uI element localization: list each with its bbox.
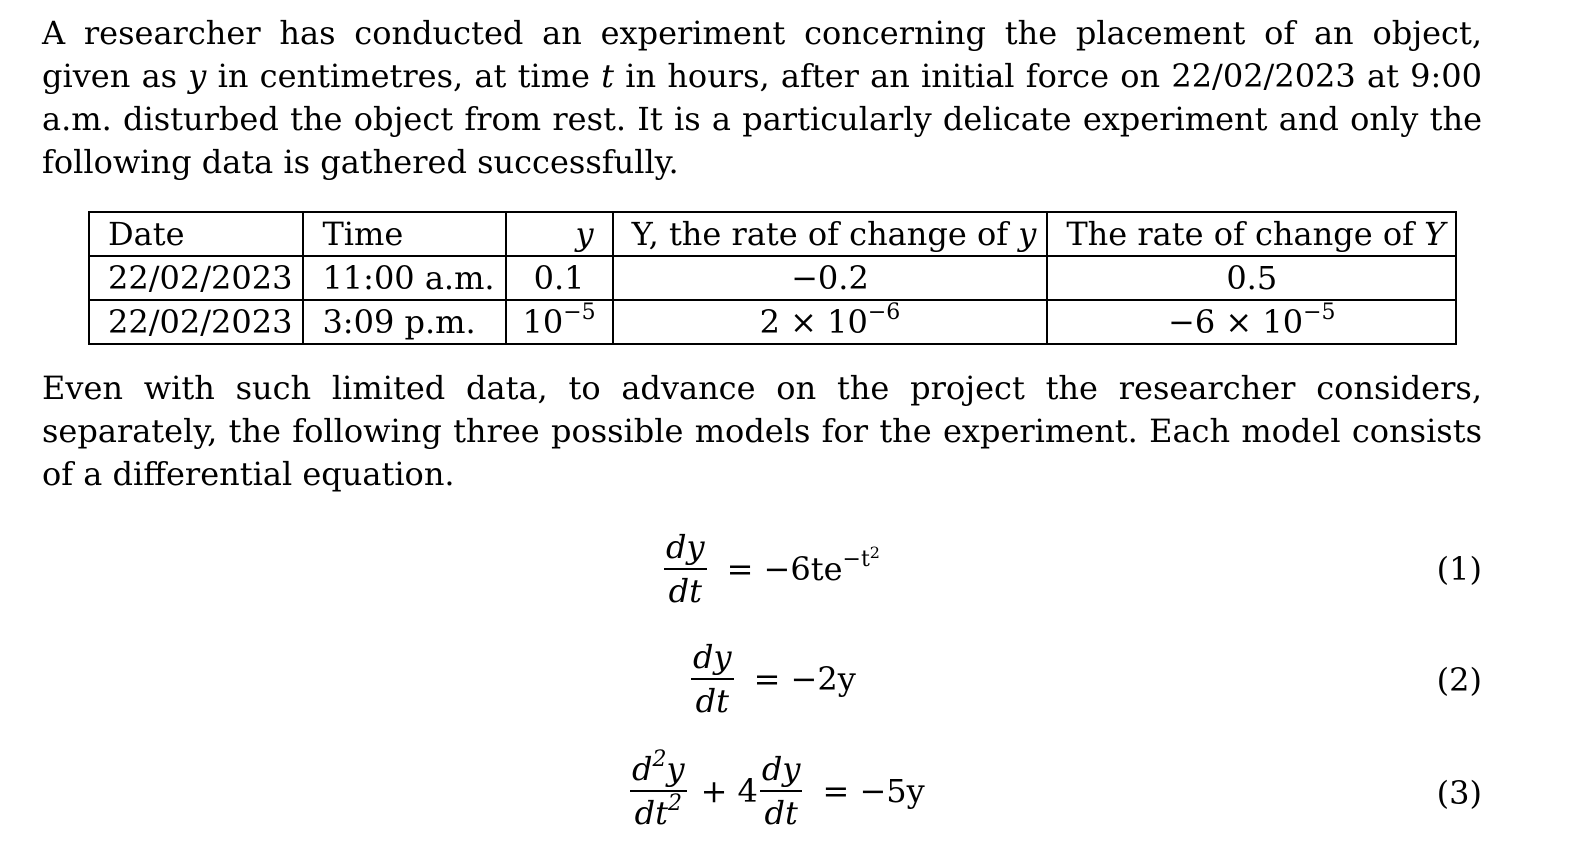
eq1-rhs-text: = −6te [726, 550, 843, 588]
row2-rate-y-exponent: −6 [867, 300, 901, 325]
eq3-middle: + 4 [700, 772, 758, 810]
equation-1 [658, 530, 880, 608]
eq1-numerator: dy [664, 530, 707, 570]
eq1-exp-power: 2 [869, 543, 880, 562]
header-time: Time [303, 212, 505, 256]
intro-text-a: A researcher has conducted an experiment concerning the placement of an object, given as [42, 14, 1482, 95]
equation-3 [624, 747, 925, 832]
row2-rate-Y-exponent: −5 [1303, 300, 1336, 325]
outro-paragraph: Even with such limited data, to advance on the project the researcher considers, separately, the following three possible models for the experiment. Each model consists of a differential equation. [42, 369, 1482, 493]
row1-rate-Y: 0.5 [1047, 256, 1456, 300]
equation-number-2: (2) [1436, 661, 1482, 699]
intro-text-b: in centimetres, at time [206, 57, 602, 95]
row1-time: 11:00 a.m. [303, 256, 505, 300]
eq1-rhs [726, 543, 880, 588]
table-row [89, 256, 1456, 300]
row2-rate-y [613, 300, 1048, 344]
eq3-num-d: d [632, 750, 653, 788]
header-y-var: y [575, 215, 594, 253]
header-rate-Y-text: The rate of change of [1066, 215, 1425, 253]
table-header-row [89, 212, 1456, 256]
row2-rate-Y-base: −6 × 10 [1168, 303, 1304, 341]
row2-y-exponent: −5 [563, 300, 596, 325]
header-rate-y-text: Y, the rate of change of [631, 215, 1019, 253]
eq3-den-exp: 2 [667, 791, 682, 816]
header-rate-Y [1047, 212, 1456, 256]
table-row [89, 300, 1456, 344]
intro-var-y: y [188, 57, 207, 95]
eq2-numerator: dy [691, 640, 734, 680]
eq2-lhs-fraction [691, 640, 734, 718]
eq1-exp-base: −t [842, 547, 870, 572]
eq1-denominator: dt [668, 572, 702, 610]
row2-time: 3:09 p.m. [303, 300, 505, 344]
intro-paragraph [42, 12, 1482, 184]
eq3-den-dt: dt [634, 794, 668, 832]
eq3-denominator [633, 792, 684, 830]
header-rate-y [613, 212, 1048, 256]
eq1-rhs-exponent [842, 543, 880, 572]
eq3-numerator [630, 747, 687, 792]
row2-y-base: 10 [522, 303, 564, 341]
data-table [88, 211, 1457, 345]
eq2-rhs: = −2y [753, 660, 856, 698]
row1-date: 22/02/2023 [89, 256, 303, 300]
row1-rate-y: −0.2 [613, 256, 1048, 300]
equation-number-1: (1) [1436, 550, 1482, 588]
header-rate-Y-var: Y [1424, 215, 1446, 253]
eq3-mid-numerator: dy [760, 752, 803, 792]
eq3-num-y: y [666, 750, 685, 788]
row2-y [506, 300, 613, 344]
eq3-second-derivative-fraction [630, 747, 687, 832]
row1-y: 0.1 [506, 256, 613, 300]
eq3-rhs: = −5y [822, 772, 925, 810]
header-y [506, 212, 613, 256]
intro-text-c: in hours, after an initial force on 22/02/2023 at 9:00 a.m. disturbed the object from rest. It is a particularly delicate experiment and only the following data is gathered successfully. [42, 57, 1483, 181]
eq2-denominator: dt [695, 682, 729, 720]
header-rate-y-var: y [1018, 215, 1037, 253]
header-date: Date [89, 212, 303, 256]
row2-rate-y-base: 2 × 10 [759, 303, 868, 341]
eq3-mid-denominator: dt [764, 794, 798, 832]
eq3-first-derivative-fraction [760, 752, 803, 830]
row2-rate-Y [1047, 300, 1456, 344]
eq3-num-exp: 2 [652, 747, 667, 772]
eq1-lhs-fraction [664, 530, 707, 608]
intro-var-t: t [601, 57, 615, 95]
equation-number-3: (3) [1436, 774, 1482, 812]
equation-2 [685, 640, 856, 718]
row2-date: 22/02/2023 [89, 300, 303, 344]
